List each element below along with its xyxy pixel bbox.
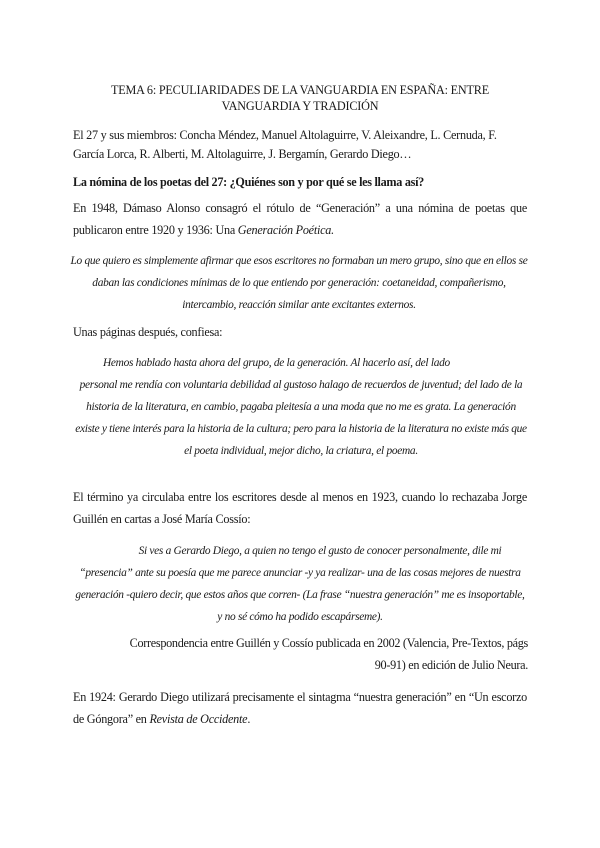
paragraph-termino: El término ya circulaba entre los escritores desde al menos en 1923, cuando lo rechazaba Jorge Guillén en cartas a José María Cossío:	[73, 490, 527, 526]
quote-guillen	[74, 540, 526, 628]
citation: Correspondencia entre Guillén y Cossío publicada en 2002 (Valencia, Pre-Textos, págs 90-91) en edición de Julio Neura.	[129, 636, 528, 672]
paragraph-1948	[73, 197, 527, 241]
section-heading: La nómina de los poetas del 27: ¿Quiénes son y por qué se les llama así?	[73, 175, 424, 189]
journal-title: Revista de Occidente	[149, 712, 248, 726]
paragraph-1948-text: En 1948, Dámaso Alonso consagró el rótulo de “Generación” a una nómina de poetas que publicaron entre 1920 y 1936: Una	[73, 201, 527, 237]
quote-guillen-text: Si ves a Gerardo Diego, a quien no tengo el gusto de conocer personalmente, dile mi “presencia” ante su poesía que me parece anunciar -y ya realizar- una de las cosas mejores de nuestra generación -quiero decir, que estos años que corren- (La frase “nuestra generación” me es insoportable, y no sé cómo ha podido escapárseme).	[75, 545, 525, 623]
page-title: TEMA 6: PECULIARIDADES DE LA VANGUARDIA EN ESPAÑA: ENTRE VANGUARDIA Y TRADICIÓN	[111, 83, 489, 113]
book-title-generacion-poetica: Generación Poética.	[237, 223, 334, 237]
quote-confession	[73, 352, 529, 462]
paragraph-1924-end: .	[247, 712, 251, 726]
members-paragraph: El 27 y sus miembros: Concha Méndez, Manuel Altolaguirre, V. Aleixandre, L. Cernuda, F. García Lorca, R. Alberti, M. Altolaguirre, J. Bergamín, Gerardo Diego…	[73, 128, 497, 161]
quote-confession-rest: personal me rendía con voluntaria debilidad al gustoso halago de recuerdos de juventud; del lado de la historia de la literatura, en cambio, pagaba pleitesía a una moda que no me es grata. La generación existe y tiene interés para la historia de la cultura; pero para la historia de la literatura no existe más que el poeta individual, mejor dicho, la criatura, el poema.	[75, 379, 527, 457]
quote-alonso: Lo que quiero es simplemente afirmar que esos escritores no formaban un mero grupo, sino que en ellos se daban las condiciones mínimas de lo que entiendo por generación: coetaneidad, compañerismo, intercambio, reacción similar ante excitantes externos.	[70, 255, 528, 311]
paragraph-1924	[73, 686, 527, 730]
paragraph-1924-text: En 1924: Gerardo Diego utilizará precisamente el sintagma “nuestra generación” en “Un escorzo de Góngora” en	[73, 690, 527, 726]
paragraph-confiesa: Unas páginas después, confiesa:	[73, 325, 223, 339]
quote-confession-first-line: Hemos hablado hasta ahora del grupo, de la generación. Al hacerlo así, del lado	[103, 357, 450, 369]
